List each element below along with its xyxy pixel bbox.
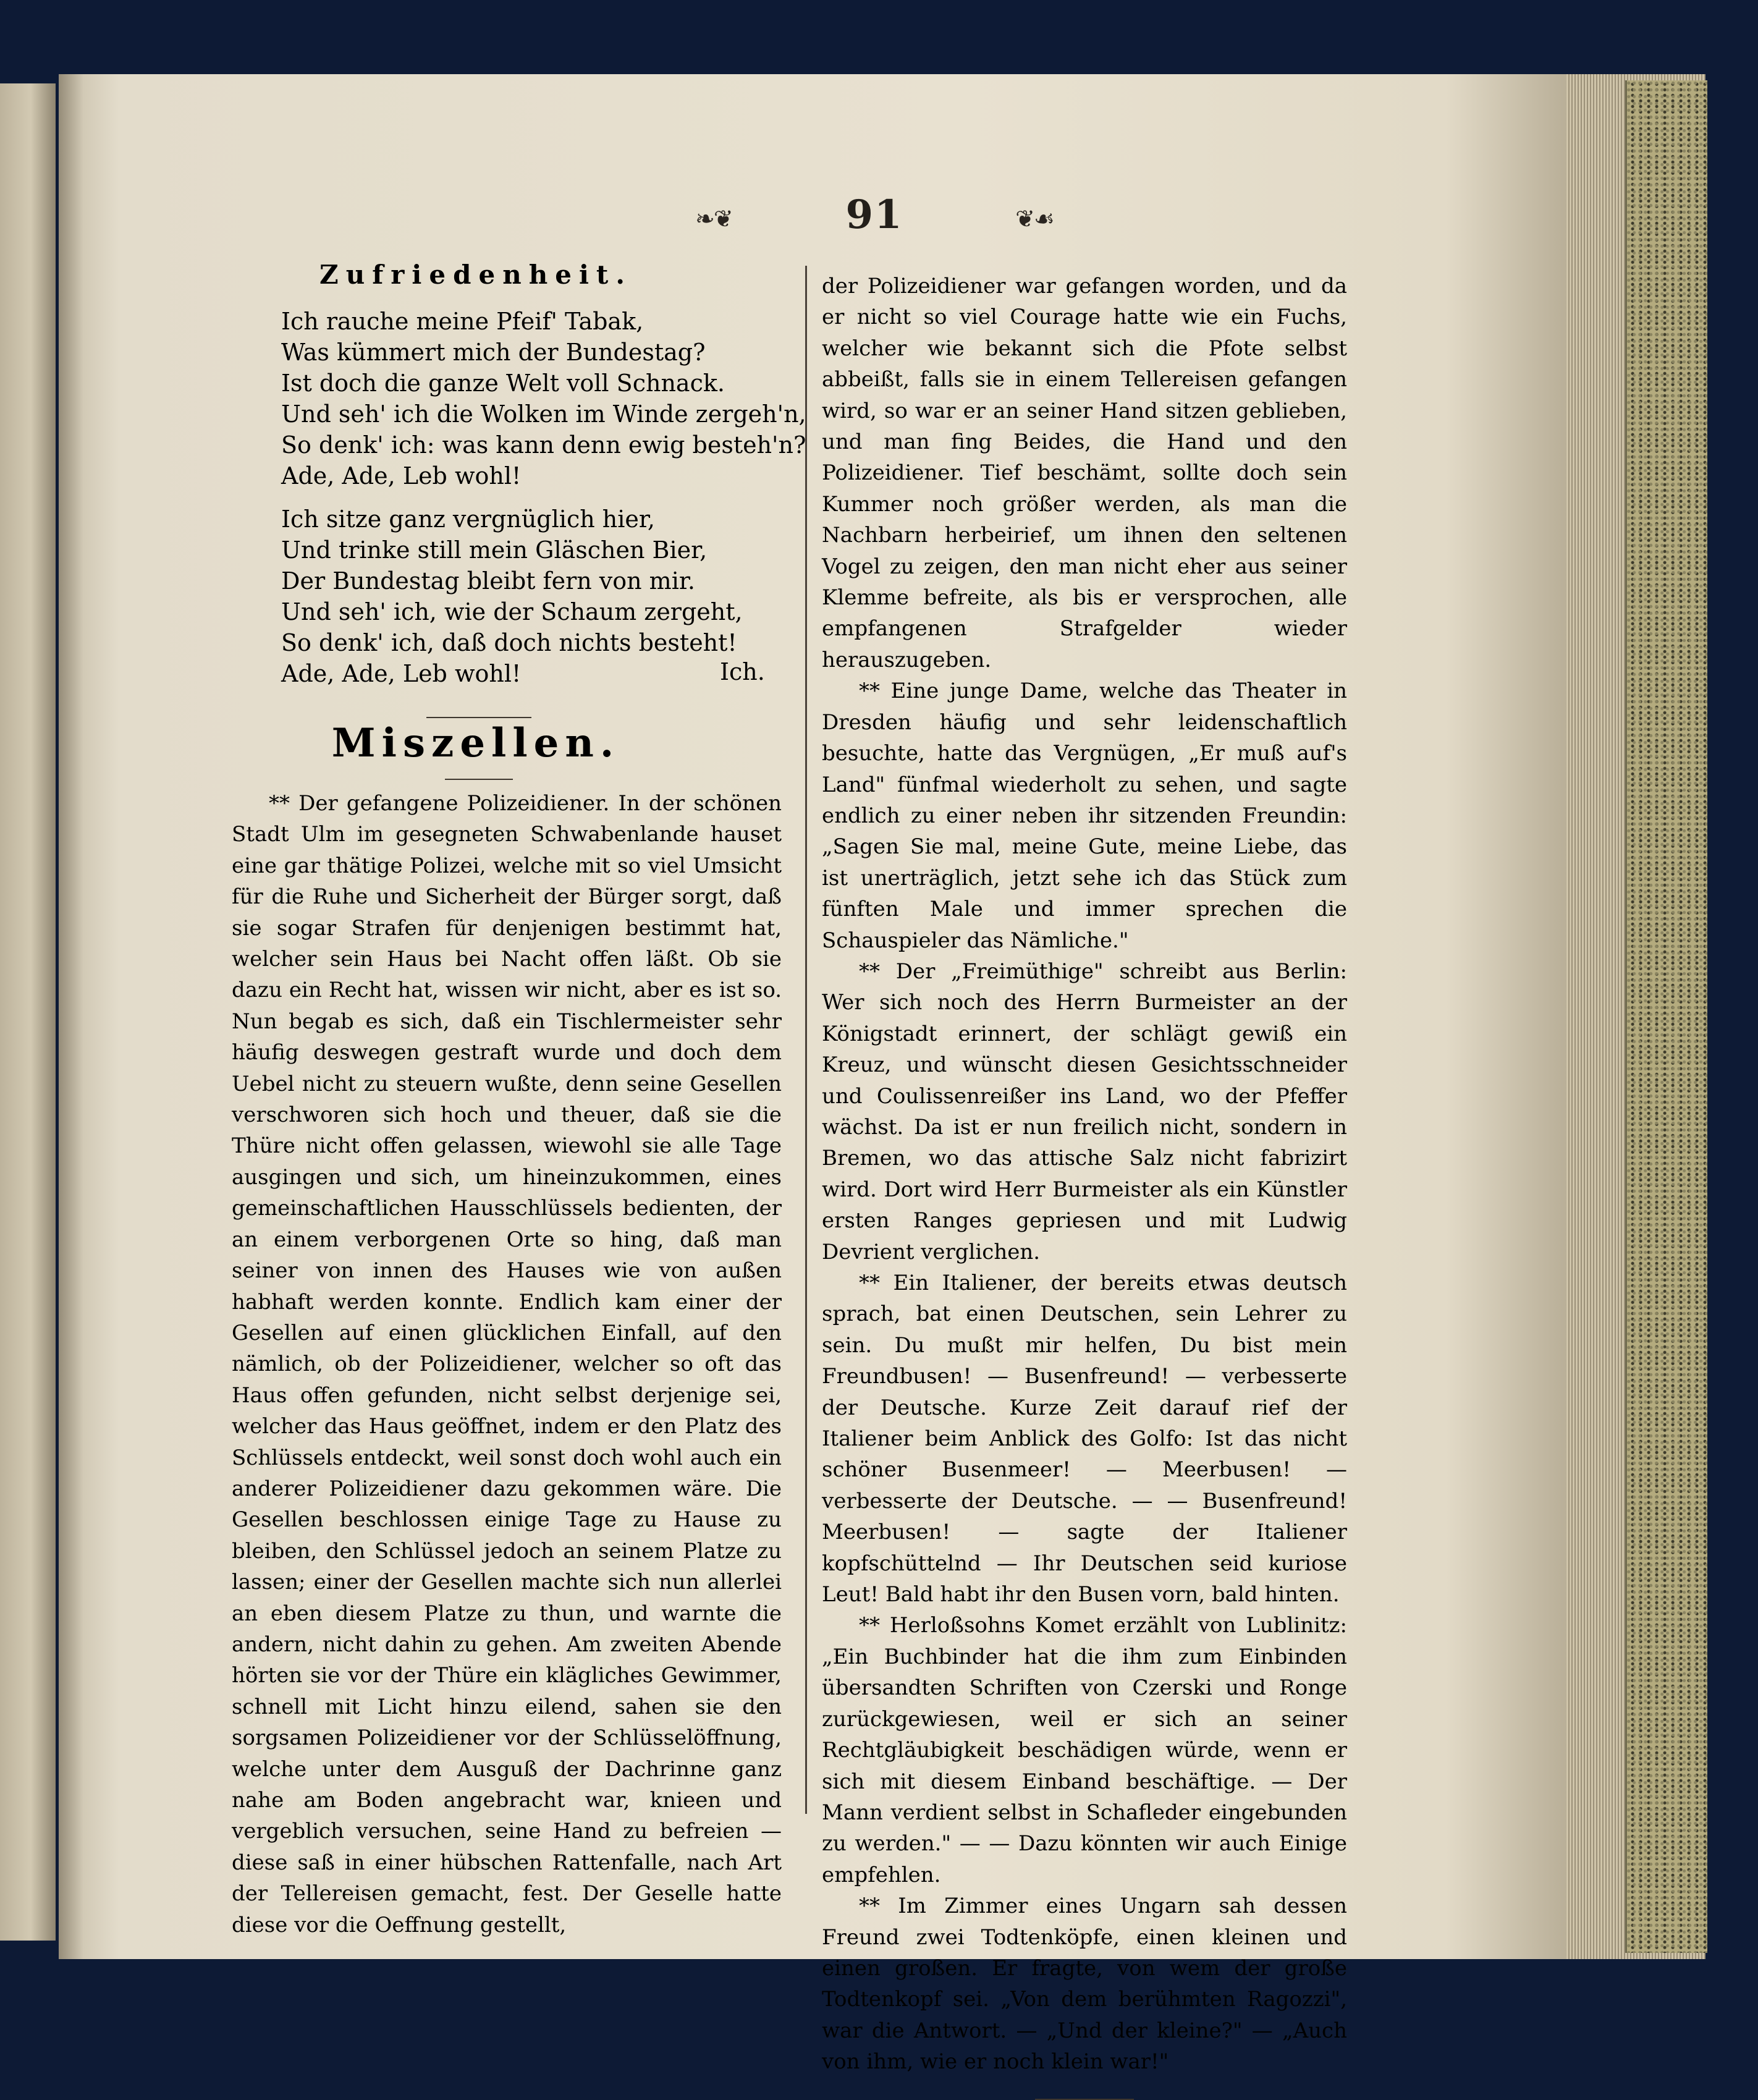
poem-line: Ist doch die ganze Welt voll Schnack. — [281, 370, 725, 397]
poem-line: Ade, Ade, Leb wohl! — [281, 660, 522, 687]
poem-title: Zufriedenheit. — [319, 260, 632, 290]
article-polizeidiener-continued: der Polizeidiener war gefangen worden, und da er nicht so viel Courage hatte wie ein Fuchs, welcher wie bekannt sich die Pfote selbst abbeißt, falls sie in einem Tellereisen gefangen wird, so war er an seiner Hand sitzen geblieben, und man fing Beides, die Hand und den Polizeidiener. Tief beschämt, sollte doch sein Kummer noch größer werden, als man die Nachbarn herbeirief, um ihnen den seltenen Vogel zu zeigen, den man nicht eher aus seiner Klemme befreite, als bis er versprochen, alle empfangenen Strafgelder wieder herauszugeben. — [822, 274, 1347, 672]
poem-line: Was kümmert mich der Bundestag? — [281, 339, 706, 366]
article-polizeidiener: ** Der gefangene Polizeidiener. In der schönen Stadt Ulm im gesegneten Schwabenlande hauset eine gar thätige Polizei, welche mit so viel Umsicht für die Ruhe und Sicherheit der Bürger sorgt, daß sie sogar Strafen für denjenigen bestimmt hat, welcher sein Haus bei Nacht offen läßt. Ob sie dazu ein Recht hat, wissen wir nicht, aber es ist so. Nun begab es sich, daß ein Tischlermeister sehr häufig deswegen gestraft wurde und doch dem Uebel nicht zu steuern wußte, denn seine Gesellen verschworen sich hoch und theuer, daß sie die Thüre nicht offen gelassen, wiewohl sie alle Tage ausgingen und sich, um hineinzukommen, eines gemeinschaftlichen Hausschlüssels bedienten, der an einem verborgenen Orte so hing, daß man seiner von innen des Hauses wie von außen habhaft werden konnte. Endlich kam einer der Gesellen auf einen glücklichen Einfall, auf den nämlich, ob der Polizeidiener, welcher so oft das Haus offen gefunden, nicht selbst derjenige sei, welcher das Haus geöffnet, indem er den Platz des Schlüssels entdeckt, weil sonst doch wohl auch ein anderer Polizeidiener dazu gekommen wäre. Die Gesellen beschlossen einige Tage zu Hause zu bleiben, den Schlüssel jedoch an seinem Platze zu lassen; einer der Gesellen machte sich nun allerlei an eben diesem Platze zu thun, und warnte die andern, nicht dahin zu gehen. Am zweiten Abende hörten sie vor der Thüre ein klägliches Gewimmer, schnell mit Licht hinzu eilend, sahen sie den sorgsamen Polizeidiener vor der Schlüsselöffnung, welche unter dem Ausguß der Dachrinne ganz nahe am Boden angebracht war, knieen und vergeblich versuchen, seine Hand zu befreien — diese saß in einer hübschen Rattenfalle, nach Art der Tellereisen gemacht, fest. Der Geselle hatte diese vor die Oeffnung gestellt, — [232, 791, 782, 1937]
right-column-text — [822, 271, 1347, 2100]
article-ungarn: ** Im Zimmer eines Ungarn sah dessen Freund zwei Todtenköpfe, einen kleinen und einen großen. Er fragte, von wem der große Todtenkopf sei. „Von dem berühmten Ragozzi", war die Antwort. — „Und der kleine?" — „Auch von ihm, wie er noch klein war!" — [822, 1894, 1347, 2075]
article-italiener: ** Ein Italiener, der bereits etwas deutsch sprach, bat einen Deutschen, sein Lehrer zu sein. Du mußt mir helfen, Du bist mein Freundbusen! — Busenfreund! — verbesserte der Deutsche. Kurze Zeit darauf rief der Italiener beim Anblick des Golfo: Ist das nicht schöner Busenmeer! — Meerbusen! — verbesserte der Deutsche. — — Busenfreund! Meerbusen! — sagte der Italiener kopfschüttelnd — Ihr Deutschen seid kuriose Leut! Bald habt ihr den Busen vorn, bald hinten. — [822, 1271, 1347, 1607]
ornament-right-icon: ❦☙ — [1015, 205, 1054, 232]
article-buchbinder: ** Herloßsohns Komet erzählt von Lublinitz: „Ein Buchbinder hat die ihm zum Einbinden übersandten Schriften von Czerski und Ronge zurückgewiesen, weil er sich an seiner Rechtgläubigkeit beschädigen würde, wenn er sich mit diesem Einband beschäftige. — Der Mann verdient selbst in Schafleder eingebunden zu werden." — — Dazu könnten wir auch Einige empfehlen. — [822, 1613, 1347, 1887]
gutter-shadow — [59, 74, 83, 1959]
section-title-rule — [445, 779, 513, 780]
page-header — [677, 192, 1072, 247]
poem-line: Der Bundestag bleibt fern von mir. — [281, 567, 695, 595]
poem-line: Ich rauche meine Pfeif' Tabak, — [281, 308, 644, 335]
poem-line: Ich sitze ganz vergnüglich hier, — [281, 506, 655, 533]
poem-signature: Ich. — [720, 658, 765, 685]
poem-line: So denk' ich, daß doch nichts besteht! — [281, 629, 737, 656]
section-title: Miszellen. — [331, 720, 620, 766]
column-divider — [805, 266, 807, 1814]
article-junge-dame: ** Eine junge Dame, welche das Theater in Dresden häufig und sehr leidenschaftlich besuchte, hatte das Vergnügen, „Er muß auf's Land" fünfmal wiederholt zu sehen, und sagte endlich zu einer neben ihr sitzenden Freundin: „Sagen Sie mal, meine Gute, meine Liebe, das ist unerträglich, jetzt sehe ich das Stück zum fünften Male und immer sprechen die Schauspieler das Nämliche." — [822, 679, 1347, 953]
left-page-edge — [0, 83, 56, 1941]
poem-line: Und seh' ich, wie der Schaum zergeht, — [281, 598, 743, 625]
poem-line: Ade, Ade, Leb wohl! — [281, 462, 522, 489]
ornament-left-icon: ❧❦ — [695, 205, 732, 232]
end-rule — [1035, 2099, 1134, 2100]
poem-line: So denk' ich: was kann denn ewig besteh'n? — [281, 431, 806, 459]
poem-separator — [426, 717, 531, 718]
page-number: 91 — [845, 192, 903, 238]
poem-line: Und trinke still mein Gläschen Bier, — [281, 536, 708, 564]
article-freimuethige: ** Der „Freimüthige" schreibt aus Berlin: Wer sich noch des Herrn Burmeister an der Königstadt erinnert, der schlägt gewiß ein Kreuz, und wünscht diesen Gesichtsschneider und Coulissenreißer ins Land, wo der Pfeffer wächst. Da ist er nun freilich nicht, sondern in Bremen, wo das attische Salz nicht fabrizirt wird. Dort wird Herr Burmeister als ein Künstler ersten Ranges gepriesen und mit Ludwig Devrient verglichen. — [822, 959, 1347, 1264]
poem-line: Und seh' ich die Wolken im Winde zergeh'n, — [281, 400, 806, 428]
book-cover-edge — [1625, 80, 1707, 1953]
book — [0, 74, 1705, 2075]
left-column-text — [232, 788, 782, 1941]
